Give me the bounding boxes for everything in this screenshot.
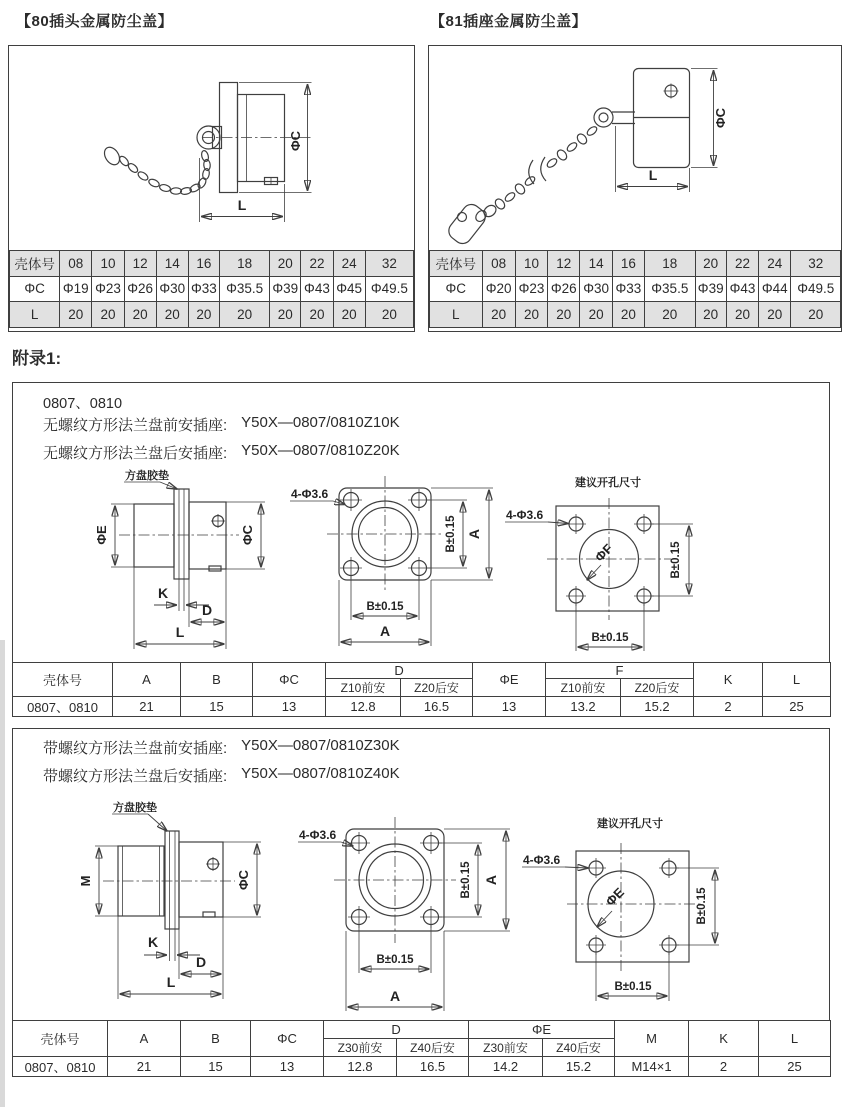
col-header: B	[181, 1021, 251, 1057]
table-cell: Φ19	[60, 276, 92, 302]
table-cell: 22	[301, 251, 333, 277]
dimension-l	[200, 158, 285, 222]
table-cell: 20	[515, 302, 547, 328]
table-cell: Φ43	[301, 276, 333, 302]
table-cell: Φ35.5	[645, 276, 695, 302]
dim-label-b: B±0.15	[696, 887, 708, 925]
table-cell: 13	[251, 1057, 324, 1077]
table-row	[430, 276, 841, 302]
table-cell: 14	[580, 251, 612, 277]
dimension-phi-c	[226, 502, 265, 569]
dim-label-phi-c: ΦC	[713, 107, 728, 129]
table-cell: 20	[92, 302, 124, 328]
table-cell: Φ43	[726, 276, 758, 302]
table-cell: 20	[612, 302, 644, 328]
table-cell: 22	[726, 251, 758, 277]
table-cell: 13.2	[546, 696, 621, 716]
table-cell: 10	[92, 251, 124, 277]
table-data-row	[13, 696, 831, 716]
cap-chain	[101, 144, 210, 195]
table-cell: 2	[694, 696, 763, 716]
table-cell: 12	[548, 251, 580, 277]
dim-label-l: L	[237, 197, 247, 213]
appendix-block-1	[12, 382, 830, 662]
holes-label: 4-Φ3.6	[506, 508, 544, 522]
row-header: 壳体号	[430, 251, 483, 277]
table-cell: Φ45	[333, 276, 365, 302]
table-cell: 18	[220, 251, 270, 277]
spec-label: 带螺纹方形法兰盘后安插座:	[43, 768, 228, 785]
row-header: L	[10, 302, 60, 328]
dim-label-l: L	[175, 624, 185, 640]
col-header: 壳体号	[13, 662, 113, 696]
col-header: ΦC	[251, 1021, 324, 1057]
cutout-view	[547, 475, 671, 620]
table-cell: 14	[156, 251, 188, 277]
dimension-l	[616, 126, 690, 192]
table-cell: 15	[181, 1057, 251, 1077]
spec-part-number: Y50X—0807/0810Z20K	[241, 442, 400, 459]
table-cell: 0807、0810	[13, 1057, 108, 1077]
table-cell: 16	[188, 251, 219, 277]
table-cell: 12	[124, 251, 156, 277]
table-header-row	[13, 662, 831, 678]
table-cell: Φ39	[270, 276, 301, 302]
table-cell: 16.5	[401, 696, 473, 716]
table-cell: 25	[763, 696, 831, 716]
dim-label-m: M	[78, 875, 93, 887]
table-cell: Φ26	[124, 276, 156, 302]
holes-label: 4-Φ3.6	[299, 828, 337, 842]
table-flange-z10-z20	[12, 662, 831, 717]
spec-line	[43, 737, 400, 758]
table-cell: 24	[759, 251, 791, 277]
col-header: ΦE	[469, 1021, 615, 1039]
table-cell: 2	[689, 1057, 759, 1077]
table-cell: 20	[333, 302, 365, 328]
holes-callout	[298, 828, 353, 846]
table-cell: 20	[156, 302, 188, 328]
col-header: D	[326, 662, 473, 678]
col-header: ΦC	[253, 662, 326, 696]
col-header: 壳体号	[13, 1021, 108, 1057]
dim-label-phi-c: ΦC	[240, 524, 255, 546]
table-cell: 20	[726, 302, 758, 328]
spec-part-number: Y50X—0807/0810Z10K	[241, 414, 400, 431]
table-cell: Φ23	[92, 276, 124, 302]
col-subheader: Z40后安	[543, 1039, 615, 1057]
dim-label-k: K	[147, 934, 159, 950]
col-header: L	[763, 662, 831, 696]
table-cell: 16.5	[397, 1057, 469, 1077]
col-header: A	[108, 1021, 181, 1057]
col-subheader: Z10前安	[326, 678, 401, 696]
dim-label-a: A	[466, 528, 482, 540]
gasket-label: 方盘胶垫	[113, 802, 157, 814]
col-header: ΦE	[473, 662, 546, 696]
dim-label-b: B±0.15	[460, 861, 472, 899]
col-header: M	[615, 1021, 689, 1057]
panel-80-plug-cap	[8, 45, 415, 332]
row-header: L	[430, 302, 483, 328]
table-cell: 21	[113, 696, 181, 716]
table-row	[10, 302, 414, 328]
dim-label-b: B±0.15	[376, 954, 414, 966]
table-cell: Φ23	[515, 276, 547, 302]
dimension-k	[144, 934, 200, 955]
table-cell: 20	[270, 302, 301, 328]
gasket-callout	[124, 468, 177, 489]
front-view	[327, 476, 443, 592]
table-cell: Φ49.5	[791, 276, 841, 302]
dimension-phi-e	[94, 504, 134, 567]
drawing-81-socket-cap	[429, 46, 840, 250]
table-flange-z30-z40	[12, 1020, 831, 1077]
section-title-81-socket-cap: 【81插座金属防尘盖】	[430, 13, 588, 30]
table-cell: 20	[645, 302, 695, 328]
spec-line	[43, 414, 400, 435]
table-cell: Φ30	[580, 276, 612, 302]
dim-label-l: L	[166, 974, 176, 990]
col-header: D	[324, 1021, 469, 1039]
spec-part-number: Y50X—0807/0810Z30K	[241, 737, 400, 754]
table-cell: 20	[220, 302, 270, 328]
dimension-d	[189, 569, 226, 627]
dimension-b-cutout-right	[651, 524, 693, 596]
table-header-row	[13, 1021, 831, 1039]
table-cell: 20	[580, 302, 612, 328]
table-cell: 32	[365, 251, 413, 277]
cutout-phi-label: ΦE	[602, 884, 627, 909]
dimension-phi-c	[223, 842, 261, 917]
col-subheader: Z20后安	[401, 678, 473, 696]
dim-label-a: A	[389, 988, 401, 1004]
spec-label: 无螺纹方形法兰盘前安插座:	[43, 417, 228, 434]
table-cell: 10	[515, 251, 547, 277]
table-cell: 0807、0810	[13, 696, 113, 716]
table-row	[10, 276, 414, 302]
table-cell: 12.8	[326, 696, 401, 716]
cutout-title: 建议开孔尺寸	[597, 818, 663, 830]
panel-81-socket-cap	[428, 45, 842, 332]
cutout-title: 建议开孔尺寸	[575, 477, 641, 489]
scan-edge-artifact	[0, 640, 5, 1107]
table-cell: 20	[791, 302, 841, 328]
dim-label-phi-c: ΦC	[288, 130, 303, 152]
dim-label-d: D	[195, 954, 207, 970]
col-header: A	[113, 662, 181, 696]
table-row	[430, 302, 841, 328]
table-80-plug-cap	[9, 250, 414, 328]
table-cell: Φ33	[612, 276, 644, 302]
table-cell: 20	[548, 302, 580, 328]
table-row	[10, 251, 414, 277]
spec-label: 无螺纹方形法兰盘后安插座:	[43, 445, 228, 462]
holes-callout-cutout	[522, 853, 588, 868]
table-cell: 18	[645, 251, 695, 277]
dim-label-b: B±0.15	[614, 981, 652, 993]
spec-part-number: Y50X—0807/0810Z40K	[241, 765, 400, 782]
dimension-b-cutout-bottom	[596, 952, 669, 1001]
table-cell: Φ44	[759, 276, 791, 302]
table-cell: 20	[60, 302, 92, 328]
dim-label-phi-e: ΦE	[94, 525, 109, 545]
table-cell: 24	[333, 251, 365, 277]
col-subheader: Z30前安	[469, 1039, 543, 1057]
cap-chain	[445, 125, 598, 247]
holes-callout-cutout	[505, 508, 568, 524]
drawing-flange-z10-z20	[13, 459, 831, 659]
dimension-phi-c	[691, 69, 728, 168]
table-cell: 20	[124, 302, 156, 328]
table-cell: Φ33	[188, 276, 219, 302]
section-title-80-plug-cap: 【80插头金属防尘盖】	[16, 13, 174, 30]
spec-label: 带螺纹方形法兰盘前安插座:	[43, 740, 228, 757]
drawing-80-plug-cap	[9, 46, 413, 250]
table-cell: Φ30	[156, 276, 188, 302]
table-cell: 21	[108, 1057, 181, 1077]
cutout-view	[567, 816, 701, 973]
table-cell: Φ35.5	[220, 276, 270, 302]
dim-label-b: B±0.15	[366, 601, 404, 613]
appendix-block-2	[12, 728, 830, 1020]
gasket-callout	[112, 800, 167, 831]
holes-label: 4-Φ3.6	[291, 487, 329, 501]
table-cell: 15.2	[621, 696, 694, 716]
spec-line	[43, 765, 400, 786]
dim-label-b: B±0.15	[591, 632, 629, 644]
table-cell: 20	[482, 302, 515, 328]
dimension-b-cutout-bottom	[576, 603, 644, 651]
dimension-b-right	[438, 843, 482, 917]
table-cell: 20	[695, 251, 726, 277]
dim-label-d: D	[201, 602, 213, 618]
table-cell: Φ39	[695, 276, 726, 302]
table-data-row	[13, 1057, 831, 1077]
table-cell: 15.2	[543, 1057, 615, 1077]
dim-label-l: L	[648, 167, 658, 183]
gasket-label: 方盘胶垫	[125, 470, 169, 482]
row-header: ΦC	[10, 276, 60, 302]
dim-label-a: A	[379, 623, 391, 639]
table-cell: 25	[759, 1057, 831, 1077]
dimension-k	[154, 585, 209, 605]
col-subheader: Z20后安	[621, 678, 694, 696]
dimension-d	[179, 917, 223, 979]
dim-label-b: B±0.15	[670, 541, 682, 579]
table-cell: 13	[473, 696, 546, 716]
part-code: 0807、0810	[43, 396, 123, 412]
row-header: ΦC	[430, 276, 483, 302]
table-cell: 08	[60, 251, 92, 277]
cap-rear-view	[594, 69, 690, 168]
dim-label-a: A	[483, 874, 499, 886]
table-cell: 13	[253, 696, 326, 716]
chain-end-tab	[445, 201, 489, 247]
table-cell: Φ26	[548, 276, 580, 302]
dim-label-k: K	[157, 585, 169, 601]
table-cell: 08	[482, 251, 515, 277]
side-view	[119, 489, 239, 611]
col-subheader: Z40后安	[397, 1039, 469, 1057]
dim-label-b: B±0.15	[445, 515, 457, 553]
col-subheader: Z10前安	[546, 678, 621, 696]
col-header: L	[759, 1021, 831, 1057]
table-cell: Φ49.5	[365, 276, 413, 302]
table-cell: 16	[612, 251, 644, 277]
holes-callout	[290, 487, 345, 505]
col-header: B	[181, 662, 253, 696]
table-cell: 12.8	[324, 1057, 397, 1077]
col-header: F	[546, 662, 694, 678]
appendix-heading: 附录1:	[12, 349, 62, 368]
row-header: 壳体号	[10, 251, 60, 277]
col-header: K	[694, 662, 763, 696]
table-cell: M14×1	[615, 1057, 689, 1077]
table-cell: 14.2	[469, 1057, 543, 1077]
side-view	[103, 831, 235, 961]
table-cell: 20	[695, 302, 726, 328]
table-cell: 20	[365, 302, 413, 328]
table-row	[430, 251, 841, 277]
table-cell: 20	[759, 302, 791, 328]
front-view	[334, 817, 456, 943]
col-subheader: Z30前安	[324, 1039, 397, 1057]
table-cell: 15	[181, 696, 253, 716]
table-cell: Φ20	[482, 276, 515, 302]
table-cell: 32	[791, 251, 841, 277]
cutout-phi-label: ΦF	[591, 540, 616, 565]
dimension-b-cutout-right	[676, 868, 719, 945]
table-cell: 20	[270, 251, 301, 277]
holes-label: 4-Φ3.6	[523, 853, 561, 867]
col-header: K	[689, 1021, 759, 1057]
table-cell: 20	[188, 302, 219, 328]
dim-label-phi-c: ΦC	[236, 869, 251, 891]
drawing-flange-z30-z40	[13, 789, 831, 1019]
table-cell: 20	[301, 302, 333, 328]
table-81-socket-cap	[429, 250, 841, 328]
